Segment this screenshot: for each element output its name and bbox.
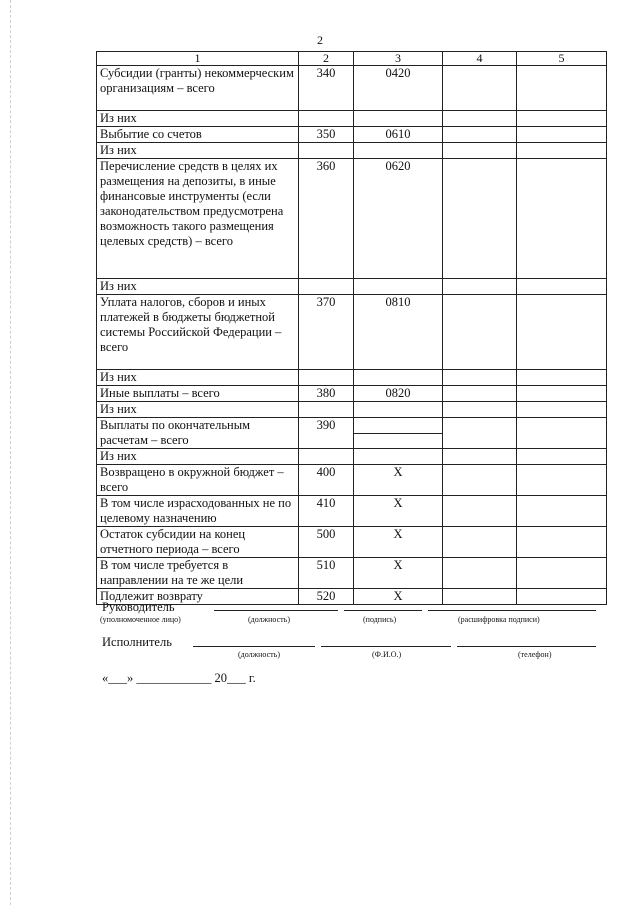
row-line-code: 510 — [299, 558, 354, 589]
cell-col4 — [443, 66, 517, 111]
split-cell-top — [354, 418, 442, 434]
cell-col5 — [517, 111, 607, 127]
row-budget-code — [354, 402, 443, 418]
row-budget-code: 0820 — [354, 386, 443, 402]
table-row — [97, 402, 607, 418]
column-header: 3 — [354, 52, 443, 66]
cell-col5 — [517, 418, 607, 449]
executor-phone-caption: (телефон) — [518, 650, 552, 659]
table-row — [97, 527, 607, 558]
table-row — [97, 127, 607, 143]
row-line-code: 410 — [299, 496, 354, 527]
report-table — [96, 51, 607, 605]
row-budget-code: Х — [354, 558, 443, 589]
page-number: 2 — [317, 33, 323, 47]
row-budget-code: 0810 — [354, 295, 443, 370]
row-budget-code — [354, 449, 443, 465]
date-line: «___» ____________ 20___ г. — [102, 671, 256, 685]
table-row — [97, 386, 607, 402]
row-budget-code: Х — [354, 589, 443, 605]
cell-col5 — [517, 589, 607, 605]
table-row — [97, 66, 607, 111]
table-row — [97, 558, 607, 589]
cell-col4 — [443, 465, 517, 496]
cell-col4 — [443, 127, 517, 143]
head-position-line — [214, 610, 338, 611]
cell-col5 — [517, 143, 607, 159]
row-name: Иные выплаты – всего — [97, 386, 299, 402]
executor-label: Исполнитель — [102, 635, 172, 649]
row-name: Выбытие со счетов — [97, 127, 299, 143]
cell-col4 — [443, 159, 517, 279]
cell-col5 — [517, 159, 607, 279]
cell-col5 — [517, 402, 607, 418]
row-name: Из них — [97, 449, 299, 465]
cell-col4 — [443, 386, 517, 402]
row-line-code: 380 — [299, 386, 354, 402]
cell-col5 — [517, 66, 607, 111]
row-name: Подлежит возврату — [97, 589, 299, 605]
row-line-code — [299, 370, 354, 386]
cell-col5 — [517, 386, 607, 402]
row-name: Выплаты по окончательным расчетам – всего — [97, 418, 299, 449]
row-line-code — [299, 143, 354, 159]
row-line-code: 360 — [299, 159, 354, 279]
cell-col5 — [517, 558, 607, 589]
row-line-code — [299, 402, 354, 418]
row-budget-code: Х — [354, 496, 443, 527]
row-line-code — [299, 111, 354, 127]
executor-fio-line — [321, 646, 451, 647]
table-row — [97, 418, 607, 449]
cell-col5 — [517, 279, 607, 295]
row-budget-code — [354, 418, 443, 449]
table-row — [97, 279, 607, 295]
cell-col4 — [443, 402, 517, 418]
row-name: Субсидии (гранты) некоммерческим организациям – всего — [97, 66, 299, 111]
row-budget-code: 0420 — [354, 66, 443, 111]
cell-col5 — [517, 295, 607, 370]
cell-col4 — [443, 496, 517, 527]
executor-phone-line — [457, 646, 596, 647]
cell-col4 — [443, 143, 517, 159]
head-decoding-caption: (расшифровка подписи) — [458, 615, 540, 624]
cell-col5 — [517, 465, 607, 496]
row-budget-code — [354, 143, 443, 159]
row-line-code: 370 — [299, 295, 354, 370]
row-name: Из них — [97, 370, 299, 386]
cell-col4 — [443, 279, 517, 295]
table-row — [97, 496, 607, 527]
row-name: Возвращено в окружной бюджет – всего — [97, 465, 299, 496]
cell-col4 — [443, 295, 517, 370]
row-name: В том числе требуется в направлении на те же цели — [97, 558, 299, 589]
row-line-code: 400 — [299, 465, 354, 496]
table-row — [97, 111, 607, 127]
cell-col4 — [443, 370, 517, 386]
row-budget-code — [354, 370, 443, 386]
row-budget-code: Х — [354, 465, 443, 496]
row-name: В том числе израсходованных не по целевому назначению — [97, 496, 299, 527]
row-line-code: 520 — [299, 589, 354, 605]
table-row — [97, 159, 607, 279]
row-budget-code: 0620 — [354, 159, 443, 279]
row-line-code: 350 — [299, 127, 354, 143]
column-header: 4 — [443, 52, 517, 66]
head-decoding-line — [428, 610, 596, 611]
page-margin-line — [10, 0, 11, 905]
head-signature-caption: (подпись) — [363, 615, 397, 624]
head-position-caption: (должность) — [248, 615, 290, 624]
cell-col5 — [517, 449, 607, 465]
executor-position-caption: (должность) — [238, 650, 280, 659]
row-line-code: 500 — [299, 527, 354, 558]
row-line-code: 340 — [299, 66, 354, 111]
row-name: Перечисление средств в целях их размещения на депозиты, в иные финансовые инструменты (если законодательством предусмотрена возможность такого размещения целевых средств) – всего — [97, 159, 299, 279]
column-header: 2 — [299, 52, 354, 66]
column-header: 5 — [517, 52, 607, 66]
head-label: Руководитель — [102, 600, 175, 614]
cell-col5 — [517, 527, 607, 558]
column-header: 1 — [97, 52, 299, 66]
row-budget-code — [354, 111, 443, 127]
row-name: Остаток субсидии на конец отчетного периода – всего — [97, 527, 299, 558]
row-budget-code: 0610 — [354, 127, 443, 143]
row-line-code: 390 — [299, 418, 354, 449]
cell-col5 — [517, 370, 607, 386]
cell-col5 — [517, 496, 607, 527]
cell-col4 — [443, 527, 517, 558]
cell-col4 — [443, 589, 517, 605]
cell-col4 — [443, 449, 517, 465]
table-row — [97, 143, 607, 159]
table-header-row — [97, 52, 607, 66]
table-row — [97, 370, 607, 386]
table-row — [97, 465, 607, 496]
head-authorized-caption: (уполномоченное лицо) — [100, 615, 181, 624]
row-name: Из них — [97, 143, 299, 159]
row-name: Из них — [97, 111, 299, 127]
row-budget-code — [354, 279, 443, 295]
cell-col4 — [443, 558, 517, 589]
executor-position-line — [193, 646, 315, 647]
row-budget-code: Х — [354, 527, 443, 558]
row-line-code — [299, 279, 354, 295]
cell-col4 — [443, 111, 517, 127]
executor-fio-caption: (Ф.И.О.) — [372, 650, 402, 659]
row-name: Из них — [97, 279, 299, 295]
row-line-code — [299, 449, 354, 465]
row-name: Из них — [97, 402, 299, 418]
head-signature-line — [344, 610, 422, 611]
table-row — [97, 449, 607, 465]
row-name: Уплата налогов, сборов и иных платежей в бюджеты бюджетной системы Российской Федерации – всего — [97, 295, 299, 370]
cell-col5 — [517, 127, 607, 143]
table-row — [97, 295, 607, 370]
cell-col4 — [443, 418, 517, 449]
